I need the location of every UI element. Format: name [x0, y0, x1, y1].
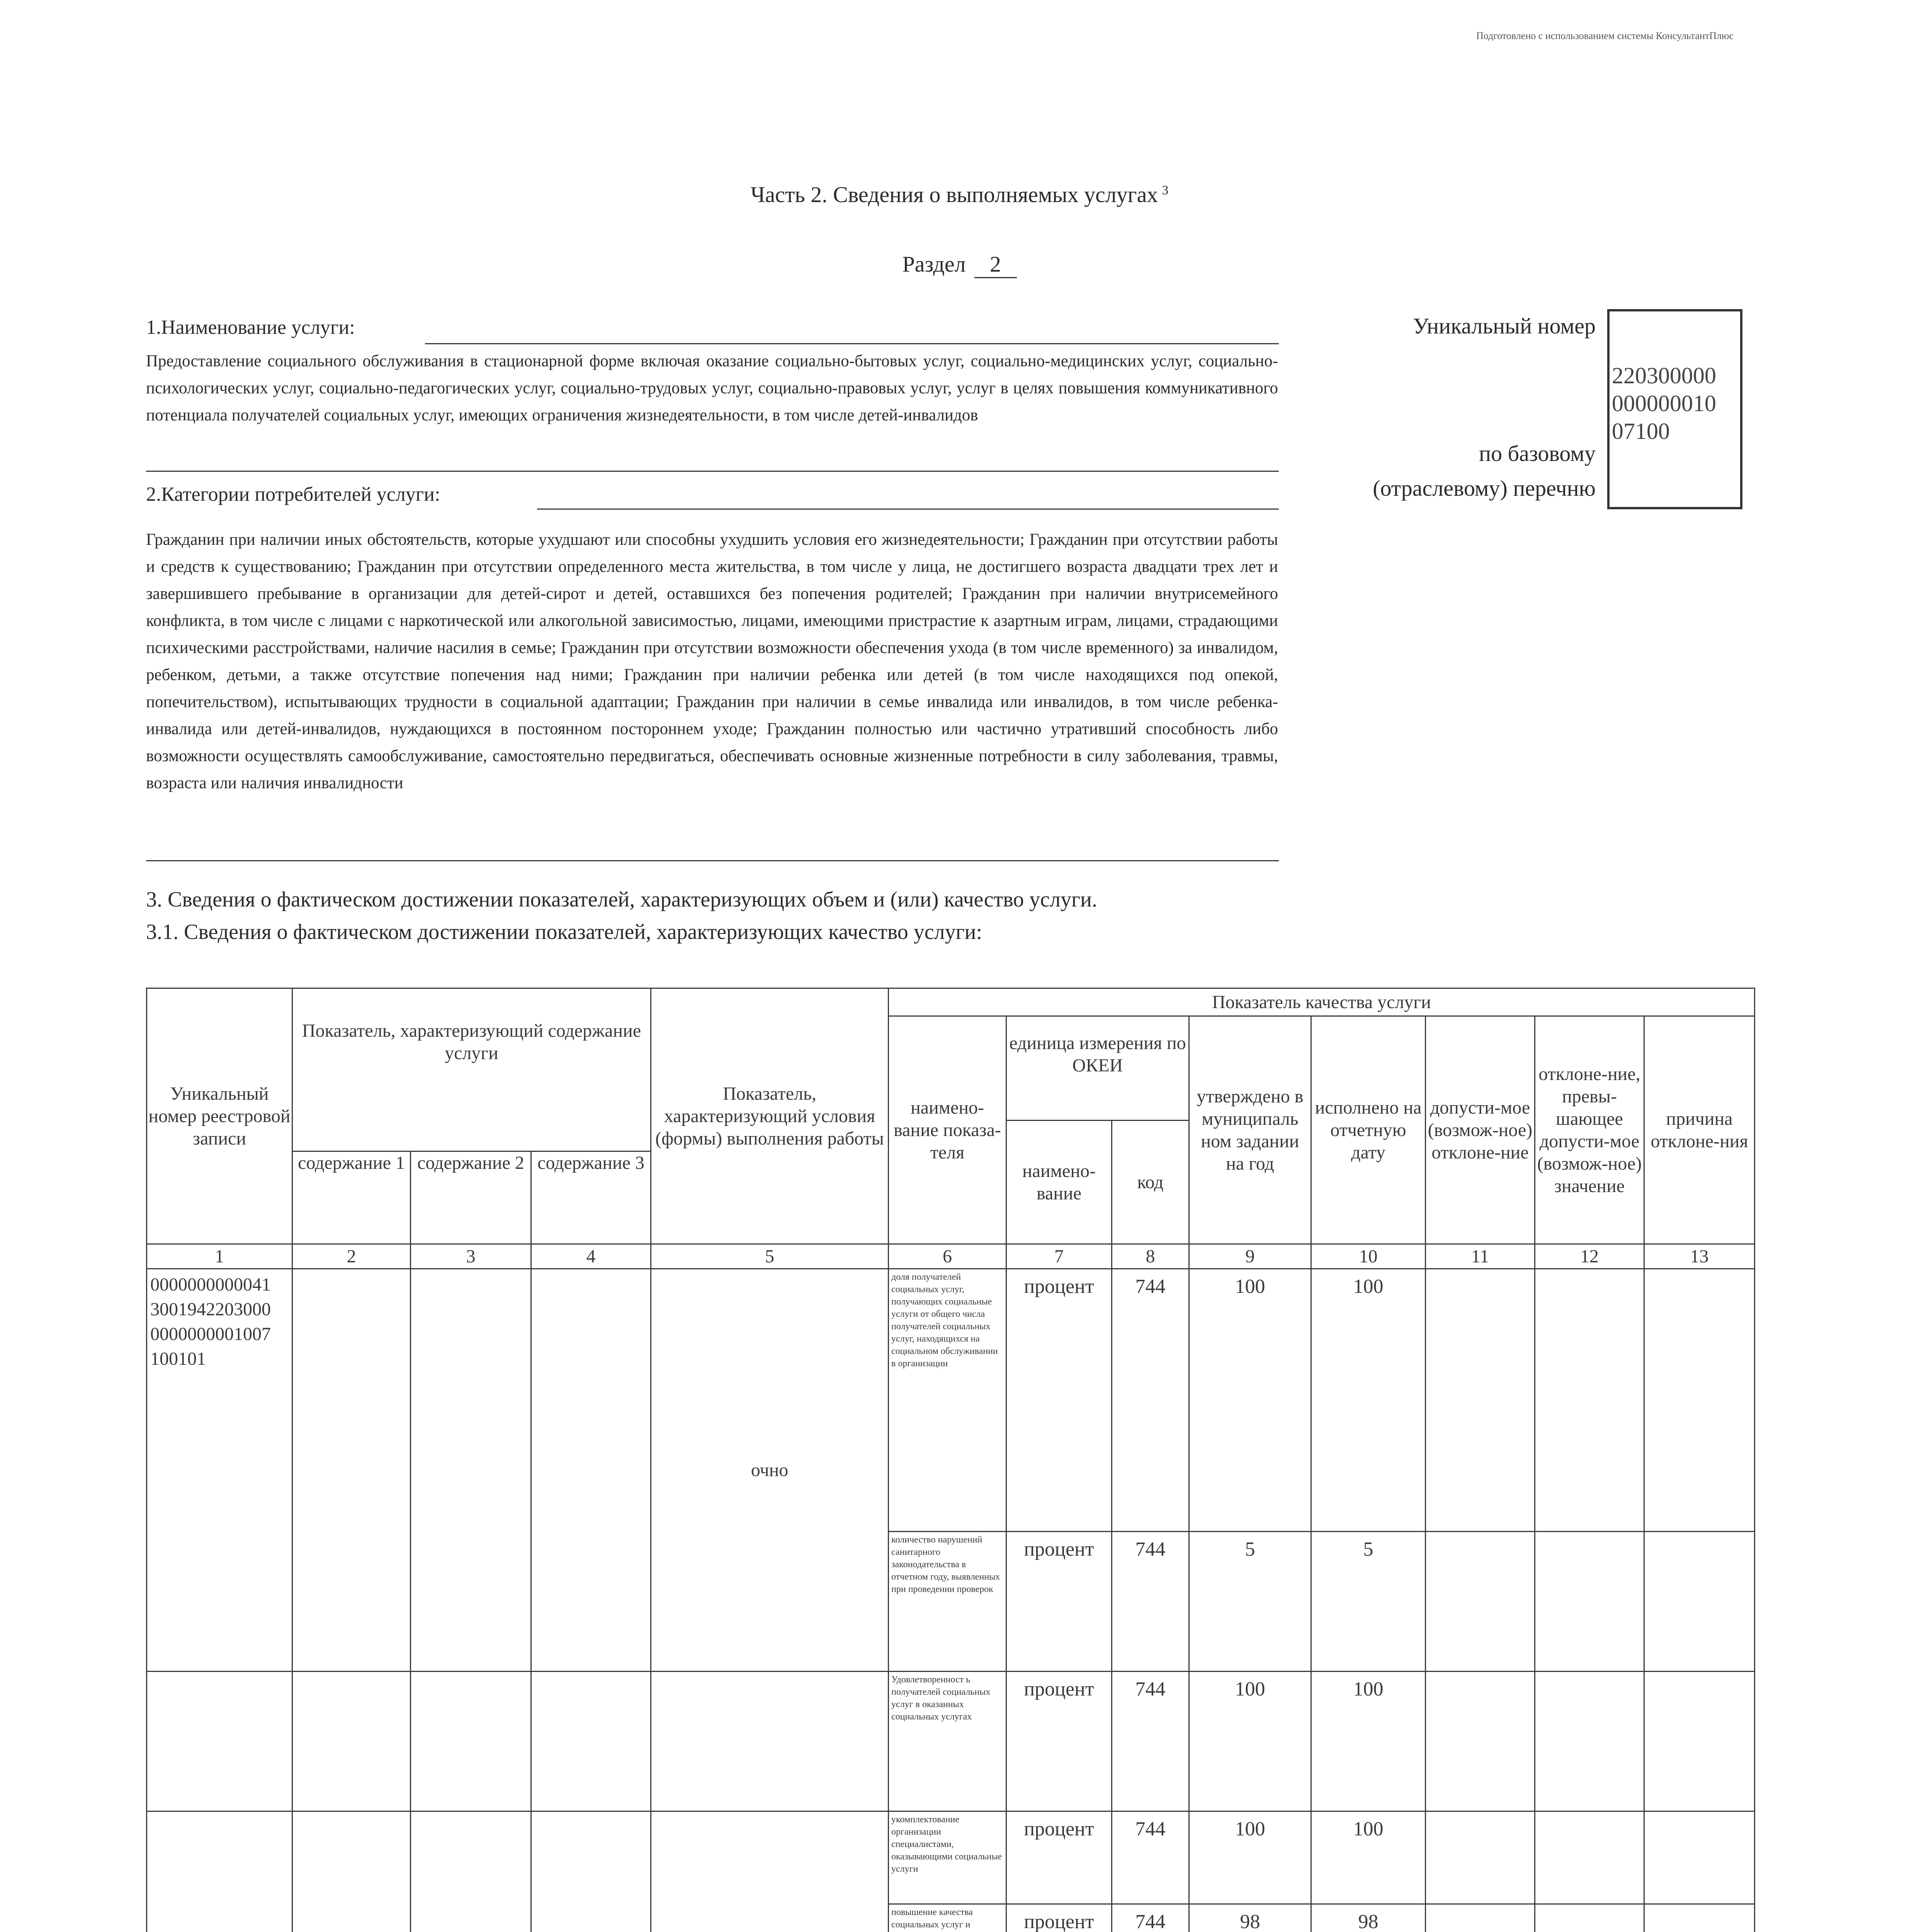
condition-text: очно [751, 1459, 789, 1480]
unit-code: 744 [1112, 1269, 1189, 1532]
done-value: 100 [1311, 1811, 1426, 1904]
header-conditions [651, 988, 889, 1244]
header-unique-number-text: Уникальный номер реестровой записи [148, 1083, 291, 1149]
unit-name: процент [1006, 1269, 1112, 1532]
deviation-reason [1644, 1269, 1755, 1532]
condition-cell [651, 1672, 889, 1811]
part-title [0, 182, 1919, 207]
col-num: 8 [1112, 1244, 1189, 1269]
header-allowed [1426, 1016, 1535, 1244]
unique-label-bottom1: по базовому [1479, 441, 1596, 466]
unique-line-1: 220300000 [1612, 363, 1716, 388]
content-2-cell [411, 1811, 531, 1932]
exceed-deviation [1535, 1672, 1644, 1811]
unique-number-box [1607, 309, 1742, 509]
content-3-cell [531, 1811, 651, 1932]
unique-label-bottom2: (отраслевому) перечню [1373, 476, 1596, 501]
header-unique-number [147, 988, 292, 1244]
indicator-name: количество нарушений санитарного законодательства в отчетном году, выявленных при проведении проверок [889, 1532, 1006, 1672]
consumers-label: 2.Категории потребителей услуги: [146, 483, 440, 505]
header-content-1 [292, 1151, 411, 1244]
header-approved [1189, 1016, 1311, 1244]
header-reason-text: причина отклоне-ния [1650, 1108, 1748, 1151]
col-num: 13 [1644, 1244, 1755, 1269]
header-content-2-text: содержание 2 [417, 1153, 524, 1173]
done-value: 100 [1311, 1269, 1426, 1532]
unit-name: процент [1006, 1672, 1112, 1811]
registry-number-empty [147, 1811, 292, 1932]
header-unit-name-text: наимено-вание [1022, 1160, 1096, 1204]
deviation-reason [1644, 1672, 1755, 1811]
deviation-reason [1644, 1532, 1755, 1672]
header-content-1-text: содержание 1 [298, 1153, 405, 1173]
header-indicator-name-text: наимено-вание показа-теля [894, 1097, 1001, 1163]
section-label: Раздел [902, 252, 966, 277]
header-content-text: Показатель, характеризующий содержание услуги [302, 1020, 641, 1063]
service-text: Предоставление социального обслуживания в стационарной форме включая оказание социально-бытовых услуг, социально-медицинских услуг, социально-психологических услуг, социально-педагогических услуг, социально-трудовых услуг, социально-правовых услуг, услуг в целях повышения коммуникативного потенциала получателей социальных услуг, имеющих ограничения жизнедеятельности, в том числе детей-инвалидов [146, 352, 1278, 424]
condition-cell [651, 1811, 889, 1932]
unit-name: процент [1006, 1904, 1112, 1932]
col-num: 1 [147, 1244, 292, 1269]
allowed-deviation [1426, 1532, 1535, 1672]
header-content [292, 988, 651, 1151]
registry-number: 0000000000041 3001942203000 0000000001007 100101 [147, 1269, 292, 1672]
col-num: 5 [651, 1244, 889, 1269]
heading-3: 3. Сведения о фактическом достижении показателей, характеризующих объем и (или) качество услуги. [146, 888, 1098, 912]
allowed-deviation [1426, 1904, 1535, 1932]
condition-cell [651, 1269, 889, 1672]
header-unit-text: единица измерения по ОКЕИ [1009, 1033, 1186, 1076]
header-unit-code-text: код [1137, 1172, 1164, 1192]
exceed-deviation [1535, 1811, 1644, 1904]
header-unit-name [1006, 1121, 1112, 1244]
part-title-text: Часть 2. Сведения о выполняемых услугах [750, 182, 1158, 207]
header-content-2 [411, 1151, 531, 1244]
deviation-reason [1644, 1904, 1755, 1932]
indicator-name: повышение качества социальных услуг и [889, 1904, 1006, 1932]
section-number: 2 [974, 251, 1017, 278]
col-num: 7 [1006, 1244, 1112, 1269]
content-3-cell [531, 1672, 651, 1811]
quality-indicators-table [146, 988, 1755, 1932]
header-approved-text: утверждено в муниципаль ном задании на год [1197, 1086, 1304, 1174]
content-2-cell [411, 1269, 531, 1672]
exceed-deviation [1535, 1269, 1644, 1532]
col-num: 6 [889, 1244, 1006, 1269]
header-conditions-text: Показатель, характеризующий условия (формы) выполнения работы [655, 1083, 884, 1149]
registry-number-empty [147, 1672, 292, 1811]
allowed-deviation [1426, 1811, 1535, 1904]
header-content-3 [531, 1151, 651, 1244]
exceed-deviation [1535, 1904, 1644, 1932]
unit-code: 744 [1112, 1532, 1189, 1672]
done-value: 98 [1311, 1904, 1426, 1932]
unique-label-top: Уникальный номер [1413, 313, 1596, 338]
header-indicator-name [889, 1016, 1006, 1244]
table-row [147, 1672, 1755, 1811]
header-unit [1006, 1016, 1189, 1121]
content-2-cell [411, 1672, 531, 1811]
content-1-cell [292, 1672, 411, 1811]
header-quality [889, 988, 1755, 1016]
col-num: 2 [292, 1244, 411, 1269]
col-num: 4 [531, 1244, 651, 1269]
header-allowed-text: допусти-мое (возмож-ное) отклоне-ние [1428, 1097, 1533, 1163]
unit-code: 744 [1112, 1811, 1189, 1904]
col-num: 11 [1426, 1244, 1535, 1269]
header-quality-text: Показатель качества услуги [1212, 992, 1431, 1012]
allowed-deviation [1426, 1269, 1535, 1532]
header-reason [1644, 1016, 1755, 1244]
footnote-mark: 3 [1162, 183, 1169, 197]
header-done [1311, 1016, 1426, 1244]
column-numbers-row [147, 1244, 1755, 1269]
approved-value: 100 [1189, 1269, 1311, 1532]
header-content-3-text: содержание 3 [537, 1153, 644, 1173]
col-num: 9 [1189, 1244, 1311, 1269]
service-label: 1.Наименование услуги: [146, 316, 355, 338]
header-row-1 [147, 988, 1755, 1016]
consumers-text: Гражданин при наличии иных обстоятельств, которые ухудшают или способны ухудшить условия его жизнедеятельности; Гражданин при отсутствии работы и средств к существованию; Гражданин при отсутствии определенного места жительства, в том числе у лица, не достигшего возраста двадцати трех лет и завершившего пребывание в организации для детей-сирот и детей, оставшихся без попечения родителей; Гражданин при наличии внутрисемейного конфликта, в том числе с лицами с наркотической или алкогольной зависимостью, лицами, имеющими пристрастие к азартным играм, лицами, страдающими психическими расстройствами, наличие насилия в семье; Гражданин при отсутствии возможности обеспечения ухода (в том числе временного) за инвалидом, ребенком, детьми, а также отсутствие попечения над ними; Гражданин при наличии ребенка или детей (в том числе находящихся под опекой, попечительством), испытывающих трудности в социальной адаптации; Гражданин при наличии в семье инвалида или инвалидов, в том числе ребенка-инвалида или детей-инвалидов, нуждающихся в постоянном постороннем уходе; Гражданин полностью или частично утративший способность либо возможности осуществлять самообслуживание, самостоятельно передвигаться, обеспечивать основные жизненные потребности в силу заболевания, травмы, возраста или наличия инвалидности [146, 531, 1278, 792]
unique-line-2: 000000010 [1612, 391, 1716, 416]
content-1-cell [292, 1269, 411, 1672]
indicator-name: Удовлетворенност ь получателей социальных услуг в оказанных социальных услугах [889, 1672, 1006, 1811]
table-row [147, 1269, 1755, 1532]
indicator-name: доля получателей социальных услуг, получающих социальные услуги от общего числа получателей социальных услуг, находящихся на социальном обслуживании в организации [889, 1269, 1006, 1532]
content-1-cell [292, 1811, 411, 1932]
indicator-name: укомплектование организации специалистами, оказывающими социальные услуги [889, 1811, 1006, 1904]
exceed-deviation [1535, 1532, 1644, 1672]
approved-value: 100 [1189, 1672, 1311, 1811]
col-num: 3 [411, 1244, 531, 1269]
content-3-cell [531, 1269, 651, 1672]
col-num: 10 [1311, 1244, 1426, 1269]
service-underline [146, 471, 1279, 472]
col-num: 12 [1535, 1244, 1644, 1269]
header-unit-code [1112, 1121, 1189, 1244]
unit-name: процент [1006, 1811, 1112, 1904]
done-value: 5 [1311, 1532, 1426, 1672]
approved-value: 98 [1189, 1904, 1311, 1932]
service-label-underline [425, 343, 1279, 344]
header-exceed [1535, 1016, 1644, 1244]
unit-code: 744 [1112, 1672, 1189, 1811]
top-note: Подготовлено с использованием системы КонсультантПлюс [1476, 30, 1734, 41]
deviation-reason [1644, 1811, 1755, 1904]
approved-value: 100 [1189, 1811, 1311, 1904]
header-exceed-text: отклоне-ние, превы-шающее допусти-мое (возмож-ное) значение [1537, 1063, 1642, 1196]
heading-3-1: 3.1. Сведения о фактическом достижении показателей, характеризующих качество услуги: [146, 920, 982, 944]
approved-value: 5 [1189, 1532, 1311, 1672]
unique-line-3: 07100 [1612, 418, 1670, 444]
header-done-text: исполнено на отчетную дату [1315, 1097, 1422, 1163]
consumers-underline [146, 860, 1279, 861]
done-value: 100 [1311, 1672, 1426, 1811]
section-heading [0, 251, 1919, 278]
table-row [147, 1811, 1755, 1904]
unit-name: процент [1006, 1532, 1112, 1672]
unit-code: 744 [1112, 1904, 1189, 1932]
allowed-deviation [1426, 1672, 1535, 1811]
consumers-label-underline [537, 509, 1279, 510]
